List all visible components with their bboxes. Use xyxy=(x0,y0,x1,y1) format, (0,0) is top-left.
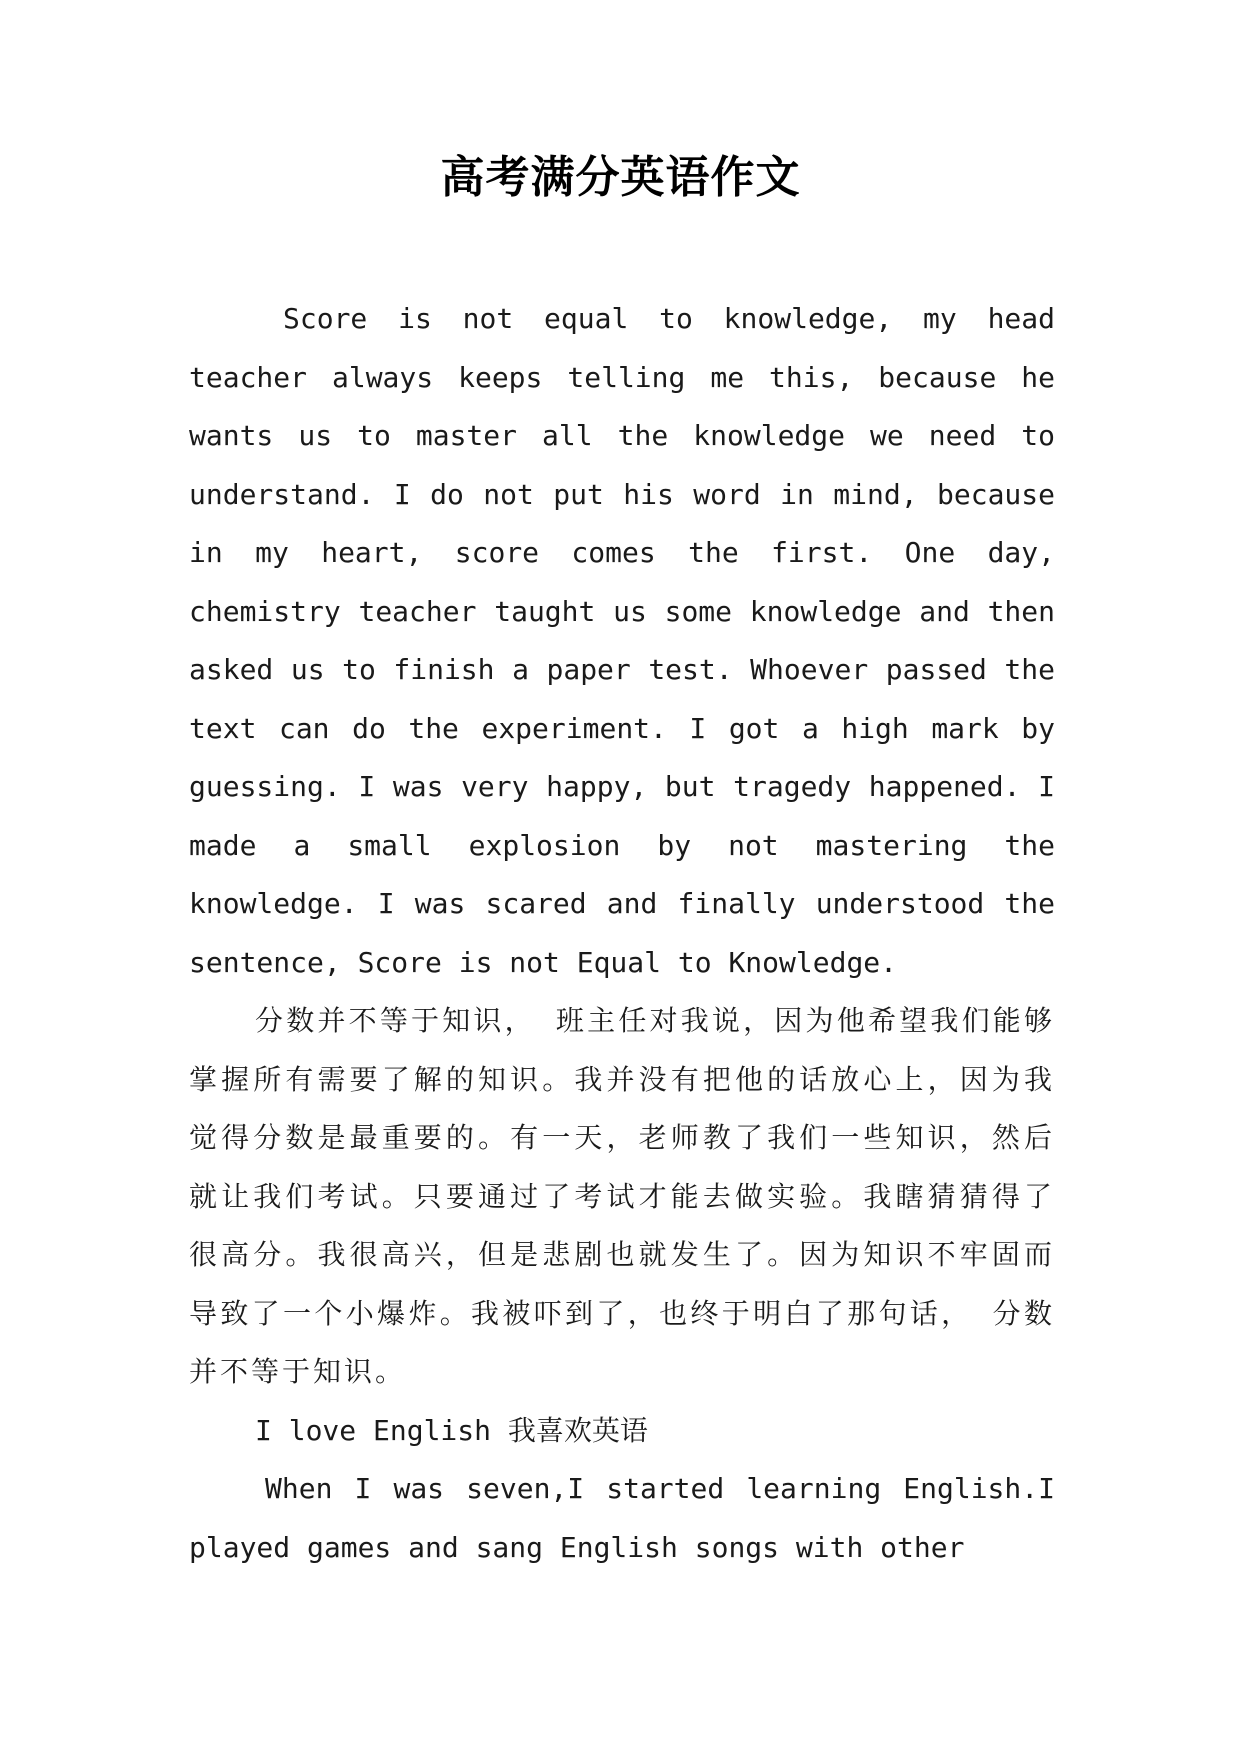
paragraph-english-essay: Score is not equal to knowledge, my head teacher always keeps telling me this, because he wants us to master all the knowledge we need to understand. I do not put his word in mind, because in my heart, score comes the first. One day, chemistry teacher taught us some knowledge and then asked us to finish a paper test. Whoever passed the text can do the experiment. I got a high mark by guessing. I was very happy, but tragedy happened. I made a small explosion by not mastering the knowledge. I was scared and finally understood the sentence, Score is not Equal to Knowledge. xyxy=(189,302,1055,979)
paragraph-english-essay-2: When I was seven,I started learning English.I played games and sang English songs with other xyxy=(189,1472,1055,1564)
paragraph-chinese-translation: 分数并不等于知识， 班主任对我说，因为他希望我们能够掌握所有需要了解的知识。我并没有把他的话放心上，因为我觉得分数是最重要的。有一天，老师教了我们一些知识，然后就让我们考试。只要通过了考试才能去做实验。我瞎猜猜得了很高分。我很高兴，但是悲剧也就发生了。因为知识不牢固而导致了一个小爆炸。我被吓到了，也终于明白了那句话， 分数并不等于知识。 xyxy=(189,1004,1055,1388)
document-body xyxy=(189,290,1055,1577)
paragraph-essay-heading: I love English 我喜欢英语 xyxy=(255,1413,648,1447)
document-title: 高考满分英语作文 xyxy=(440,152,801,203)
